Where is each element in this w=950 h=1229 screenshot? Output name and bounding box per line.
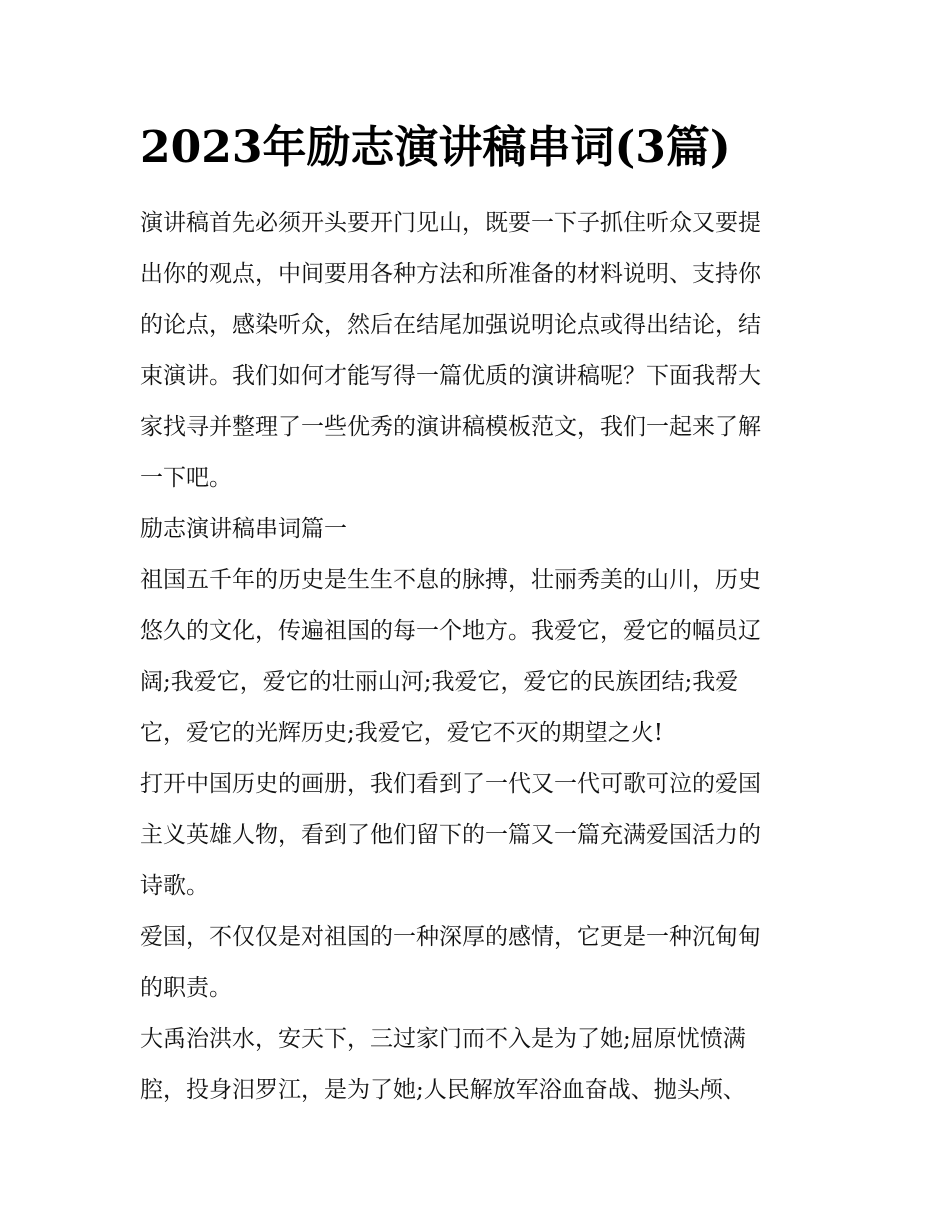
text-line: 家找寻并整理了一些优秀的演讲稿模板范文，我们一起来了解	[140, 414, 761, 440]
text-line: 它，爱它的光辉历史;我爱它，爱它不灭的期望之火!	[140, 720, 663, 746]
text-line: 大禹治洪水，安天下，三过家门而不入是为了她;屈原忧愤满	[140, 1026, 746, 1052]
text-line: 一下吧。	[140, 465, 232, 491]
text-line: 演讲稿首先必须开头要开门见山，既要一下子抓住听众又要提	[140, 210, 761, 236]
text-line: 诗歌。	[140, 873, 209, 899]
section-heading: 励志演讲稿串词篇一	[140, 516, 347, 542]
text-line: 束演讲。我们如何才能写得一篇优质的演讲稿呢？下面我帮大	[140, 363, 761, 389]
text-line: 爱国，不仅仅是对祖国的一种深厚的感情，它更是一种沉甸甸	[140, 924, 761, 950]
text-line: 悠久的文化，传遍祖国的每一个地方。我爱它，爱它的幅员辽	[140, 618, 761, 644]
text-line: 出你的观点，中间要用各种方法和所准备的材料说明、支持你	[140, 261, 761, 287]
document-title: 2023年励志演讲稿串词(3篇)	[140, 122, 731, 173]
text-line: 祖国五千年的历史是生生不息的脉搏，壮丽秀美的山川，历史	[140, 567, 761, 593]
text-line: 的职责。	[140, 975, 232, 1001]
text-line: 主义英雄人物，看到了他们留下的一篇又一篇充满爱国活力的	[140, 822, 761, 848]
text-line: 腔，投身汨罗江，是为了她;人民解放军浴血奋战、抛头颅、	[140, 1077, 746, 1103]
text-line: 阔;我爱它，爱它的壮丽山河;我爱它，爱它的民族团结;我爱	[140, 669, 739, 695]
text-line: 打开中国历史的画册，我们看到了一代又一代可歌可泣的爱国	[140, 771, 761, 797]
text-line: 的论点，感染听众，然后在结尾加强说明论点或得出结论，结	[140, 312, 761, 338]
document-body	[140, 198, 810, 1116]
